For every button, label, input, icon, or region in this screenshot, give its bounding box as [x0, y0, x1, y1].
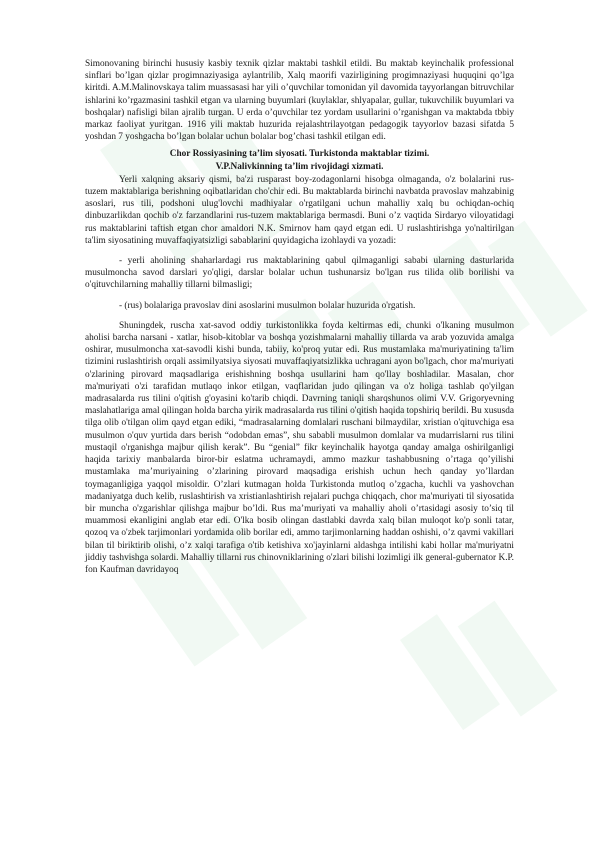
section-heading-line-2: V.P.Nalivkinning ta’lim rivojidagi xizmati. — [215, 161, 384, 172]
paragraph-body-1: Yerli xalqning aksariy qismi, ba'zi rusparast boy-zodagonlarni hisobga olmaganda, o'z bolalarini rus-tuzem maktablariga berishning oqibatlaridan cho'chir edi. Bu maktablarda birinchi navbatda pravoslav mahzabinig asoslari, rus tili, podshoni ulug'lovchi madhiyalar o'rgatilgani uchun mahalliy xalq bu ochiqdan-ochiq dinbuzarlikdan qochib o'z farzandlarini rus-tuzem maktablariga bermasdi. Buni o’z vaqtida Sirdaryo viloyatidagi rus maktablarini taftish etgan chor amaldori N.K. Smirnov ham qayd etgan edi. U ruslashtirishga yo'naltirilgan ta'lim siyosatining muvaffaqiyatsizligi sabablarini quyidagicha izohlaydi va yozadi: — [85, 174, 514, 246]
paragraph-intro: Simonovaning birinchi hususiy kasbiy texnik qizlar maktabi tashkil etildi. Bu maktab keyinchalik professional sinflari bo’lgan qizlar progimnaziyasiga aylantrilib, Xalq maorifi vazirligining progimnaziyasi huquqini qo’lga kiritdi. A.M.Malinovskaya talim muassasasi har yili o’quvchilar tomonidan yil davomida tayyorlangan bitruvchilar ishlarini ko’rgazmasini tashkil etgan va ularning buyumlari (kuylaklar, shlyapalar, gullar, tukuvchilik buyumlari va boshqalar) nafisligi bilan ajralib turgan. U erda o’quvchilar tez yordam usullarini o’rganishgan va maktabda tbbiy markaz faoliyat yuritgan. 1916 yili maktab huzurida rejalashtrilayotgan pedagogik tayyorlov bazasi sifatda 5 yoshdan 7 yoshgacha bo’lgan bolalar uchun bolalar bog’chasi tashkil etilgan edi. — [85, 59, 514, 143]
section-heading — [85, 148, 514, 172]
paragraph-list-item-2: - (rus) bolalariga pravoslav dini asoslarini musulmon bolalar huzurida o'rgatish. — [119, 300, 416, 311]
paragraph-list-item-1: - yerli aholining shaharlardagi rus maktablarining qabul qilmaganligi sababi ularning dasturlarida musulmoncha savod darslari yo'qligi, darslar bolalar uchun tushunarsiz bo'lgan rus tilida olib borilishi va o'qituvchilarning mahalliy tillarni bilmasligi; — [85, 256, 514, 291]
document-page — [85, 58, 514, 576]
paragraph-body-2: Shuningdek, ruscha xat-savod oddiy turkistonlikka foyda keltirmas edi, chunki o'lkaning musulmon aholisi barcha narsani - xatlar, hisob-kitoblar va boshqa yozishmalarni mahalliy tillarda va arab yozuvida amalga oshirar, musulmoncha xat-savodli kishi bunda, tabiiy, ko'proq yutar edi. Rus mustamlaka ma'muriyatining ta'lim tizimini ruslashtirish orqali assimilyatsiya siyosati muvaffaqiyatsizlikka uchragani ayon bo'lgach, chor ma'muriyati o'zlarining pirovard maqsadlariga erishishning boshqa usullarini ham qo'llay boshladilar. Masalan, chor ma'muriyati o'zi tarafidan mutlaqo inkor etilgan, vaqflaridan judo qilingan va o'z holiga tashlab qo'yilgan madrasalarda rus tilini o'qitish g'oyasini ko'tarib chiqdi. Davrning taniqli sharqshunos olimi V.V. Grigoryevning maslahatlariga amal qilingan holda barcha yirik madrasalarda rus tilini o'qitish haqida topshiriq berildi. Bu xususda tilga olib o'tilgan olim qayd etgan ediki, “madrasalarning domlalari ruschani bilmaydilar, xristian o'qituvchiga esa musulmon o'quv yurtida dars berish “odobdan emas”, shu sababli musulmon domlalar va mudarrislarni rus tilini mustaqil o'rganishga majbur qilish kerak”. Bu “genial” fikr keyinchalik hayotga qanday amalga oshirilganligi haqida tarixiy manbalarda biror-bir eslatma uchramaydi, ammo mazkur tashabbusning o’rtaga qo’yilishi mustamlaka ma’muriyaining o’zlarining pirovard maqsadiga erishish uchun hech qanday yo’llardan toymaganligiga yaqqol misoldir. O’zlari kutmagan holda Turkistonda mutloq o’zgacha, kuchli va yashovchan madaniyatga duch kelib, ruslashtirish va xristianlashtirish rejalari puchga chiqqach, chor ma'muriyati til siyosatida bir muncha o'zgarishlar qilishga majbur bo’ldi. Rus ma’muriyati va mahalliy aholi o’rtasidagi asosiy to’siq til muammosi ekanligini anglab etar edi. O'lka bosib olingan dastlabki davrda xalq bilan muloqot ko'p sonli tatar, qozoq va o'zbek tarjimonlari yordamida olib borilar edi, ammo tarjimonlarning haddan oshishi, o’z qavmi vakillari bilan til biriktirib olishi, o’z xalqi tarafiga o'tib ketishiva xo'jayinlarni aldashga intilishi kabi hollar ma'muriyatni jiddiy tashvishga solardi. Mahalliy tillarni rus chinovniklarining o'zlari bilishi lozimligi ilk general-gubernator K.P. fon Kaufman davridayoq — [85, 320, 514, 575]
section-heading-line-1: Chor Rossiyasining ta’lim siyosati. Turkistonda maktablar tizimi. — [169, 149, 430, 160]
